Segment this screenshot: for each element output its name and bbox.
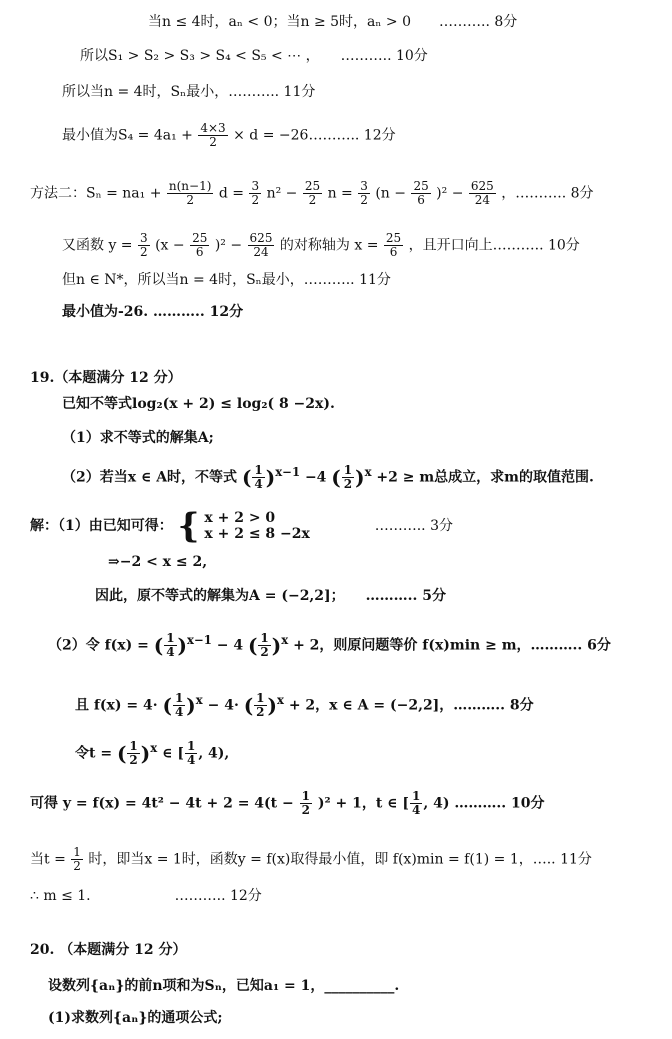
denominator: 6: [417, 193, 425, 207]
text-line: 但n ∈ N*，所以当n = 4时，Sₙ最小，……….. 11分: [62, 272, 391, 288]
denominator: 4: [254, 477, 263, 492]
text-segment: 又函数 y =: [62, 237, 133, 254]
fraction: [358, 180, 370, 207]
numerator: 25: [385, 231, 402, 245]
denominator: 2: [260, 645, 269, 660]
brace: {: [177, 506, 200, 546]
numerator: 25: [413, 179, 429, 193]
numerator: 25: [304, 179, 321, 193]
fraction: [469, 180, 496, 207]
numerator: 1: [256, 691, 265, 706]
text-segment: 且 f(x) = 4·: [75, 697, 158, 714]
numerator: 1: [186, 739, 196, 754]
text-segment: d =: [218, 185, 245, 202]
formula-line: [62, 232, 580, 259]
exponent: x: [281, 633, 289, 647]
fraction: [71, 846, 83, 873]
text-segment: + 2，则原问题等价 f(x)min ≥ m，……….. 6分: [293, 637, 611, 654]
denominator: 2: [360, 193, 368, 207]
fraction: [173, 692, 185, 719]
fraction: [138, 232, 150, 259]
denominator: 6: [195, 245, 204, 259]
numerator: 1: [174, 691, 184, 706]
system-row: x + 2 > 0: [204, 510, 276, 526]
formula-line: [30, 180, 594, 207]
text-segment: , 4) ……….. 10分: [423, 795, 545, 812]
question-part: [62, 462, 594, 491]
question-part: (1)求数列{aₙ}的通项公式;: [48, 1010, 223, 1026]
denominator: 6: [389, 245, 398, 259]
exponent: x: [195, 693, 203, 707]
fraction: [254, 692, 266, 719]
fraction: [249, 180, 261, 207]
text-segment: 的对称轴为 x =: [279, 237, 379, 254]
text-segment: (n −: [375, 185, 406, 202]
numerator: n(n−1): [168, 179, 212, 193]
fraction: [164, 632, 176, 659]
inequality-system: [204, 510, 309, 542]
paren: (: [162, 693, 172, 718]
question-title: 20. （本题满分 12 分）: [30, 942, 187, 958]
solution-line: [75, 690, 534, 719]
denominator: 24: [474, 193, 490, 207]
numerator: 1: [260, 631, 269, 646]
paren: (: [153, 633, 164, 658]
paren: ): [267, 693, 277, 718]
fraction: [248, 232, 275, 259]
text-segment: − 4: [216, 637, 244, 654]
denominator: 2: [209, 135, 217, 149]
numerator: 25: [192, 231, 208, 245]
fraction: [258, 632, 270, 659]
text-segment: − 4·: [207, 697, 239, 714]
numerator: 3: [140, 231, 148, 245]
text-segment: （2）若当x ∈ A时，不等式: [62, 469, 238, 486]
denominator: 2: [343, 477, 353, 492]
denominator: 4: [186, 753, 196, 768]
text-segment: 方法二：Sₙ = na₁ +: [30, 185, 162, 202]
numerator: 1: [254, 463, 263, 478]
text-segment: + 2，x ∈ A = (−2,2]，……….. 8分: [288, 697, 534, 714]
denominator: 2: [256, 705, 265, 720]
text-segment: +2 ≥ m总成立，求m的取值范围.: [376, 469, 594, 486]
solution-line: [30, 846, 592, 873]
text-line: 最小值为-26. ……….. 12分: [62, 304, 244, 320]
fraction: [185, 740, 197, 767]
denominator: 4: [166, 645, 175, 660]
numerator: 1: [166, 631, 175, 646]
denominator: 2: [129, 753, 138, 768]
text-segment: )² −: [436, 185, 464, 202]
paren: ): [186, 693, 196, 718]
denominator: 4: [174, 705, 184, 720]
text-segment: n² −: [266, 185, 298, 202]
text-segment: ，且开口向上……….. 10分: [408, 237, 580, 254]
denominator: 24: [253, 245, 269, 259]
solution-line: [30, 506, 453, 550]
solution-line: ⇒−2 < x ≤ 2,: [108, 554, 208, 570]
fraction: [411, 180, 430, 207]
solution-line: [75, 738, 229, 767]
question-text: 设数列{aₙ}的前n项和为Sₙ，已知a₁ = 1，__________.: [48, 978, 400, 994]
fraction: [252, 464, 264, 491]
paren: (: [331, 465, 341, 490]
exponent: x: [150, 741, 158, 755]
question-title: 19.（本题满分 12 分）: [30, 370, 182, 386]
numerator: 1: [412, 789, 421, 803]
text-segment: )² + 1，t ∈ [: [317, 795, 410, 812]
text-segment: 时，即当x = 1时，函数y = f(x)取得最小值，即 f(x)min = f(1) = 1，….. 11分: [88, 851, 592, 868]
text-segment: , 4),: [198, 745, 230, 762]
exponent: x−1: [275, 465, 301, 479]
solution-line: 因此，原不等式的解集为A = (−2,2]； ……….. 5分: [95, 588, 447, 604]
denominator: 2: [308, 193, 317, 207]
text-line: 所以当n = 4时，Sₙ最小，……….. 11分: [62, 84, 316, 100]
paren: ): [140, 741, 151, 766]
paren: (: [247, 633, 258, 658]
fraction: [127, 740, 139, 767]
numerator: 625: [249, 231, 273, 245]
text-segment: 可得 y = f(x) = 4t² − 4t + 2 = 4(t −: [30, 795, 294, 812]
numerator: 4×3: [200, 121, 226, 135]
text-segment: ……….. 3分: [374, 518, 453, 534]
paren: ): [265, 465, 276, 490]
question-part: （1）求不等式的解集A;: [62, 430, 214, 446]
paren: ): [355, 465, 365, 490]
formula-line: [62, 122, 396, 149]
text-segment: （2）令 f(x) =: [48, 637, 149, 654]
text-segment: 当t =: [30, 851, 66, 868]
paren: ): [271, 633, 282, 658]
denominator: 2: [73, 859, 81, 873]
text-segment: 最小值为S₄ = 4a₁ +: [62, 127, 193, 144]
denominator: 2: [251, 193, 260, 207]
fraction: [384, 232, 403, 259]
text-segment: (x −: [155, 237, 185, 254]
fraction: [342, 464, 354, 491]
exponent: x: [277, 693, 284, 707]
text-segment: −4: [304, 469, 327, 486]
text-segment: )² −: [214, 237, 243, 254]
text-segment: × d = −26……….. 12分: [233, 127, 396, 144]
solution-line: [30, 790, 545, 817]
numerator: 3: [251, 179, 260, 193]
numerator: 1: [73, 845, 81, 859]
numerator: 1: [129, 739, 138, 754]
denominator: 2: [186, 193, 194, 207]
exponent: x−1: [187, 633, 212, 647]
paren: (: [116, 741, 127, 766]
text-segment: 解：（1）由已知可得：: [30, 518, 173, 534]
paren: ): [177, 633, 188, 658]
fraction: [410, 790, 422, 817]
text-segment: 令t =: [75, 745, 113, 762]
text-line: 所以S₁ > S₂ > S₃ > S₄ < S₅ < ⋯ ， ……….. 10分: [80, 48, 428, 64]
text-segment: ，……….. 8分: [501, 185, 594, 202]
denominator: 2: [140, 245, 148, 259]
denominator: 4: [412, 803, 421, 817]
fraction: [167, 180, 214, 207]
solution-line: ∴ m ≤ 1. ……….. 12分: [30, 888, 262, 904]
text-segment: n =: [327, 185, 353, 202]
question-text: 已知不等式log₂(x + 2) ≤ log₂( 8 −2x).: [62, 396, 335, 412]
denominator: 2: [301, 803, 310, 817]
numerator: 625: [470, 179, 494, 193]
solution-line: [48, 630, 611, 659]
fraction: [198, 122, 227, 149]
numerator: 1: [301, 789, 310, 803]
paren: (: [241, 465, 252, 490]
text-segment: ∈ [: [162, 745, 184, 762]
fraction: [303, 180, 322, 207]
fraction: [190, 232, 209, 259]
system-row: x + 2 ≤ 8 −2x: [204, 526, 310, 542]
exponent: x: [364, 465, 372, 479]
numerator: 3: [360, 179, 368, 193]
fraction: [300, 790, 312, 817]
paren: (: [243, 693, 254, 718]
text-line: 当n ≤ 4时，aₙ < 0；当n ≥ 5时，aₙ > 0 ……….. 8分: [148, 14, 518, 30]
numerator: 1: [343, 463, 353, 478]
